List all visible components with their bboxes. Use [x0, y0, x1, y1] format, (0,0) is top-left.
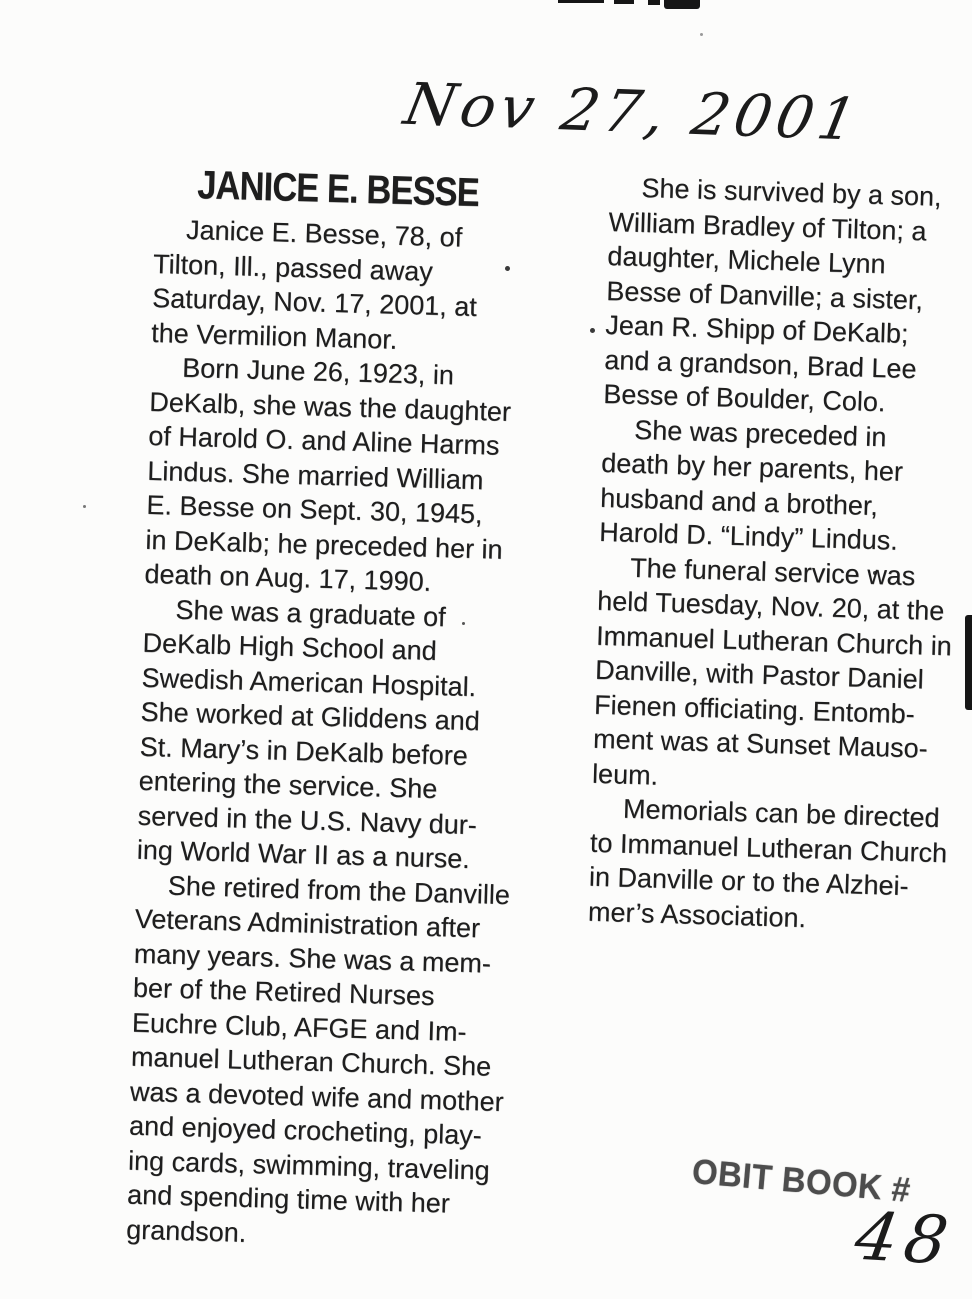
obituary-paragraph-birth-marriage: Born June 26, 1923, in DeKalb, she was the daughter of Harold O. and Aline Harms Lindus. She married William E. Besse on Sept. 30, 1945, in DeKalb; he preceded her in death on Aug. 17, 1990. — [144, 352, 512, 597]
obituary-paragraph-memorials: Memorials can be directed to Immanuel Lutheran Church in Danville or to the Alzhei- mer’s Association. — [587, 793, 948, 933]
scan-speck — [590, 328, 595, 333]
obituary-paragraph-intro: Janice E. Besse, 78, of Tilton, Ill., passed away Saturday, Nov. 17, 2001, at the Vermilion Manor. — [150, 214, 478, 355]
obituary-paragraph-preceded-in-death: She was preceded in death by her parents, her husband and a brother, Harold D. “Lindy” Lindus. — [598, 414, 904, 556]
obituary-paragraph-career-memberships: She retired from the Danville Veterans Administration after many years. She was a mem- ber of the Retired Nurses Euchre Club, AFGE and Im- manuel Lutheran Church. She was a devoted wife and mother and enjoyed crocheting, play- ing cards, swimming, traveling and spending time with her grandson. — [125, 870, 511, 1248]
obit-book-stamp: OBIT BOOK # — [690, 1152, 913, 1210]
obituary-paragraph-education-service: She was a graduate of DeKalb High School and Swedish American Hospital. She worked at Gliddens and St. Mary’s in DeKalb before entering the service. She served in the U.S. Navy dur- ing World War II as a nurse. — [136, 594, 481, 875]
handwritten-date: Nov 27, 2001 — [398, 70, 867, 154]
obituary-paragraph-survivors: She is survived by a son, William Bradley of Tilton; a daughter, Michele Lynn Besse of Danville; a sister, Jean R. Shipp of DeKalb; and a grandson, Brad Lee Besse of Boulder, Colo. — [602, 172, 942, 418]
scan-artifact-top-edge — [648, 0, 660, 5]
obituary-title: JANICE E. BESSE — [196, 163, 480, 216]
obituary-column-left — [126, 163, 588, 1259]
obituary-paragraph-funeral-service: The funeral service was held Tuesday, Nov. 20, at the Immanuel Lutheran Church in Danville, with Pastor Daniel Fienen officiating. Entomb- ment was at Sunset Mauso- leum. — [591, 552, 953, 791]
scan-artifact-top-edge — [664, 0, 700, 9]
obituary-column-right — [587, 170, 972, 940]
scan-artifact-top-edge — [614, 0, 634, 4]
scan-artifact-top-edge — [558, 0, 604, 3]
obit-book-number: 48 — [849, 1198, 960, 1280]
scan-speck — [83, 505, 86, 508]
scan-speck — [700, 33, 703, 36]
